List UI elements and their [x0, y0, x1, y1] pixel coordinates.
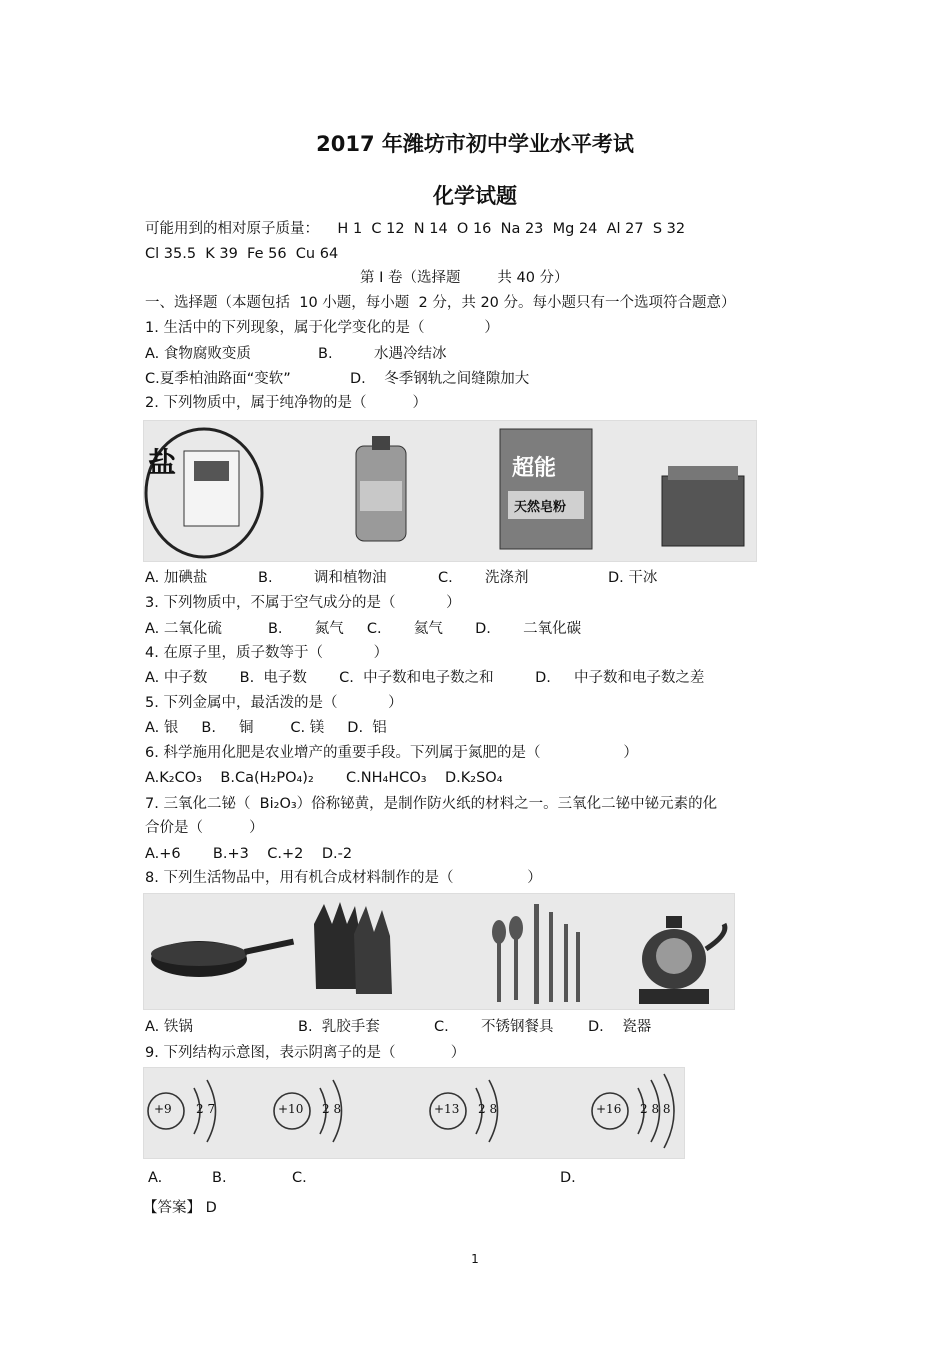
q2-option-a: A. 加碘盐	[145, 570, 208, 586]
q9-d-nucleus: +16	[596, 1102, 622, 1116]
q9-option-d: D.	[560, 1170, 576, 1186]
q1-option-b: B. 水遇冷结冰	[318, 346, 447, 362]
q2-option-c: C. 洗涤剂	[438, 570, 529, 586]
atomic-masses-line-1: 可能用到的相对原子质量： H 1 C 12 N 14 O 16 Na 23 Mg 24 Al 27 S 32	[145, 221, 686, 237]
q8-option-a: A. 铁锅	[145, 1019, 193, 1035]
q8-option-c: C. 不锈钢餐具	[434, 1019, 554, 1035]
q9-a-nucleus: +9	[154, 1102, 172, 1116]
q5-options: A. 银 B. 铜 C. 镁 D. 铝	[145, 720, 387, 736]
q2-soap-label: 天然皂粉	[514, 500, 567, 515]
q1-stem: 1. 生活中的下列现象，属于化学变化的是（ ）	[145, 320, 499, 336]
q9-stem: 9. 下列结构示意图，表示阴离子的是（ ）	[145, 1045, 466, 1061]
q4-options: A. 中子数 B. 电子数 C. 中子数和电子数之和 D. 中子数和电子数之差	[145, 670, 705, 686]
q9-option-c: C.	[292, 1170, 307, 1186]
q2-stem: 2. 下列物质中，属于纯净物的是（ ）	[145, 395, 428, 411]
q2-option-b: B. 调和植物油	[258, 570, 387, 586]
q2-brand-label: 超能	[512, 456, 557, 481]
q9-d-shells: 2 8 8	[640, 1102, 671, 1116]
q9-option-b: B.	[212, 1170, 227, 1186]
q7-stem-line-1: 7. 三氧化二铋（ Bi₂O₃）俗称铋黄，是制作防火纸的材料之一。三氧化二铋中铋元素的化	[145, 796, 718, 812]
q9-structure-diagrams	[143, 1067, 685, 1159]
q2-product-photos	[143, 420, 757, 562]
q9-c-nucleus: +13	[434, 1102, 460, 1116]
answer: 【答案】 D	[143, 1200, 217, 1216]
q8-stem: 8. 下列生活物品中，用有机合成材料制作的是（ ）	[145, 870, 542, 886]
q9-b-shells: 2 8	[322, 1102, 342, 1116]
q7-stem-line-2: 合价是（ ）	[145, 820, 264, 836]
q1-option-a: A. 食物腐败变质	[145, 346, 251, 362]
q1-option-c: C.夏季柏油路面“变软”	[145, 371, 291, 387]
q8-item-photos	[143, 893, 735, 1010]
q9-b-nucleus: +10	[278, 1102, 304, 1116]
volume-header: 第 I 卷（选择题 共 40 分）	[360, 270, 569, 286]
exam-title: 2017 年潍坊市初中学业水平考试	[316, 132, 634, 156]
q3-options: A. 二氧化硫 B. 氮气 C. 氦气 D. 二氧化碳	[145, 621, 582, 637]
q2-salt-label: 盐	[148, 446, 177, 479]
q6-stem: 6. 科学施用化肥是农业增产的重要手段。下列属于氮肥的是（ ）	[145, 745, 638, 761]
q8-option-b: B. 乳胶手套	[298, 1019, 380, 1035]
page-number: 1	[471, 1252, 479, 1266]
q1-option-d: D. 冬季钢轨之间缝隙加大	[350, 371, 530, 387]
q9-c-shells: 2 8	[478, 1102, 498, 1116]
q4-stem: 4. 在原子里，质子数等于（ ）	[145, 645, 389, 661]
q8-option-d: D. 瓷器	[588, 1019, 652, 1035]
q6-options: A.K₂CO₃ B.Ca(H₂PO₄)₂ C.NH₄HCO₃ D.K₂SO₄	[145, 770, 503, 786]
atomic-masses-line-2: Cl 35.5 K 39 Fe 56 Cu 64	[145, 246, 339, 262]
section-header: 一、选择题（本题包括 10 小题，每小题 2 分，共 20 分。每小题只有一个选项符合题意）	[145, 295, 736, 311]
q3-stem: 3. 下列物质中，不属于空气成分的是（ ）	[145, 595, 461, 611]
q2-option-d: D. 干冰	[608, 570, 658, 586]
q9-a-shells: 2 7	[196, 1102, 216, 1116]
q5-stem: 5. 下列金属中，最活泼的是（ ）	[145, 695, 403, 711]
q7-options: A.+6 B.+3 C.+2 D.-2	[145, 846, 353, 862]
exam-subtitle: 化学试题	[433, 184, 517, 208]
q9-option-a: A.	[148, 1170, 163, 1186]
